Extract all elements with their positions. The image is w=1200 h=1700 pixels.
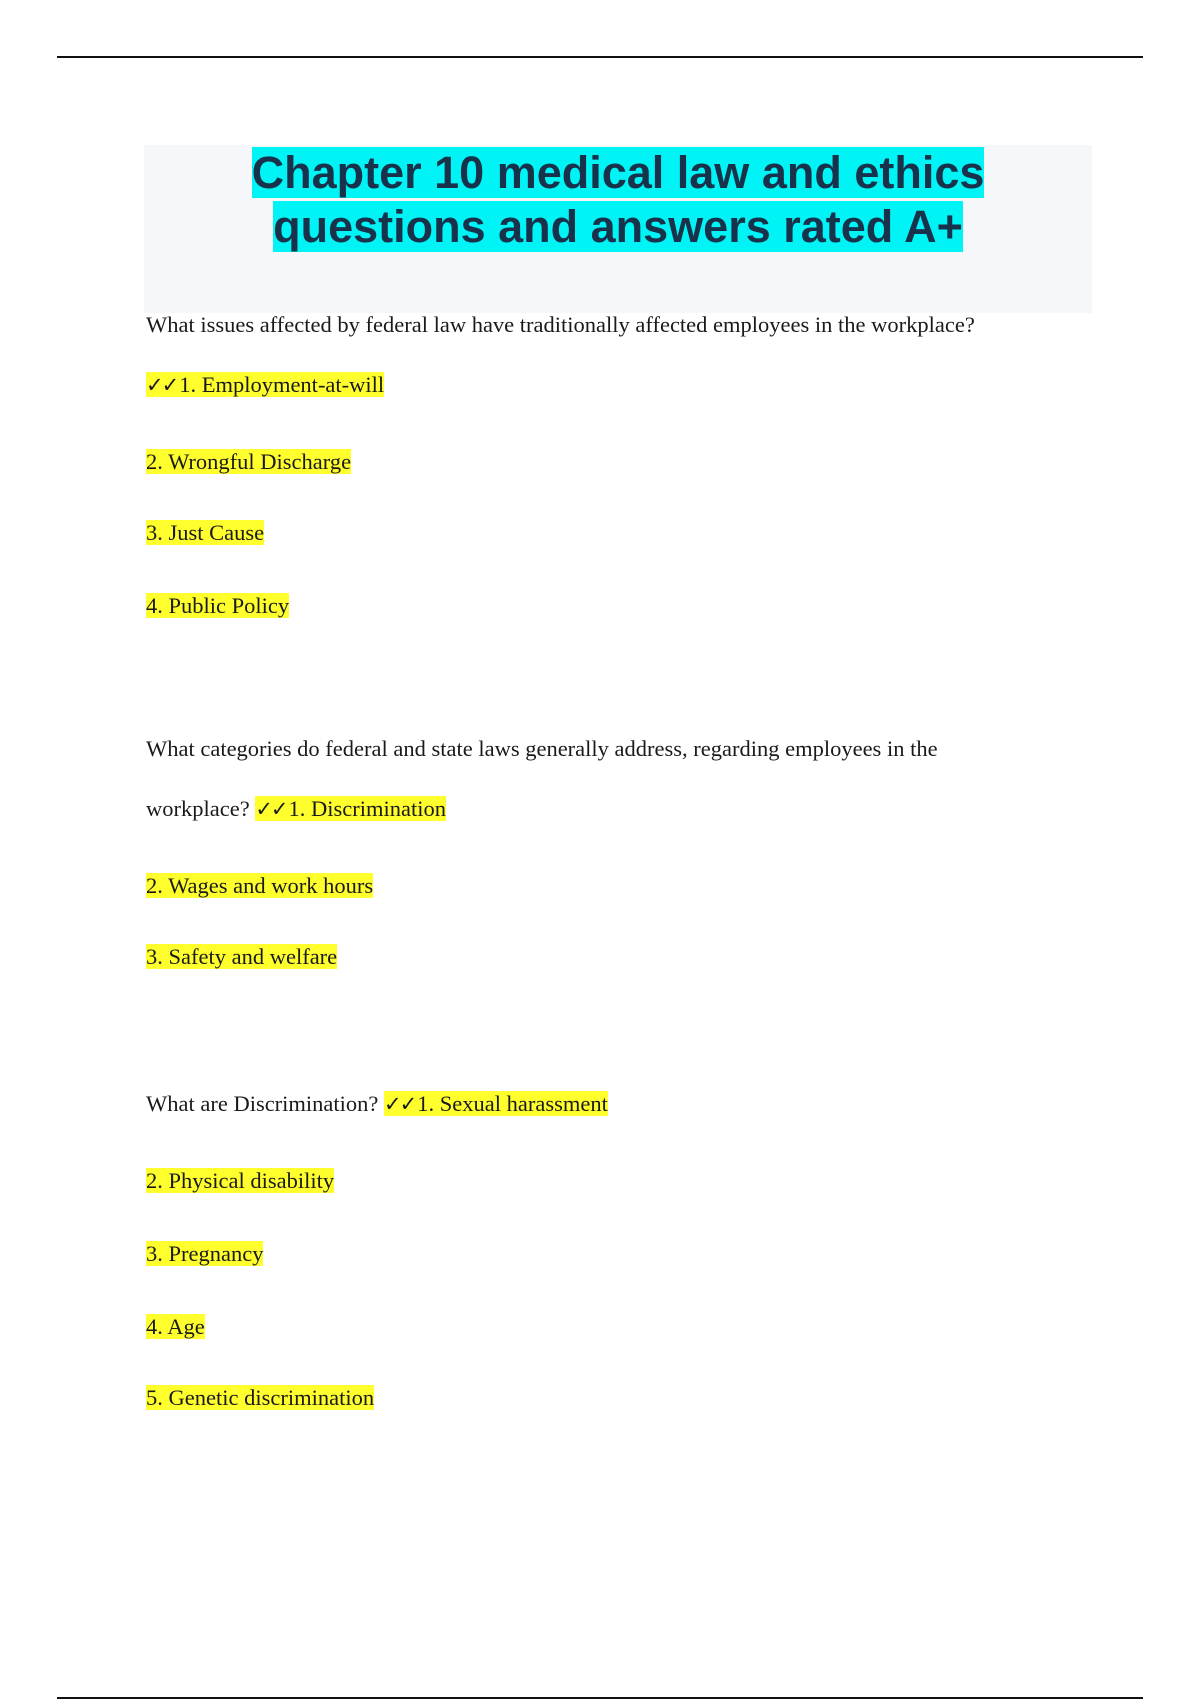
question-2-answer-2: 2. Wages and work hours [146,873,374,898]
title-line-2: questions and answers rated A+ [273,201,963,252]
question-3-answer-5: 5. Genetic discrimination [146,1385,375,1410]
question-3-answer-4: 4. Age [146,1314,205,1339]
title-line-1: Chapter 10 medical law and ethics [251,147,985,198]
question-2-answer-3: 3. Safety and welfare [146,944,338,969]
question-1-answer-3: 3. Just Cause [146,520,265,545]
question-1-answer-2: 2. Wrongful Discharge [146,449,352,474]
question-3-text: What are Discrimination? ✓✓1. Sexual harassment [146,1091,608,1116]
question-3-answer-3: 3. Pregnancy [146,1241,264,1266]
title-banner [144,145,1092,313]
question-2-text-line-2: workplace? ✓✓1. Discrimination [146,796,447,821]
question-2-text-line-1: What categories do federal and state laws generally address, regarding employees in the [146,736,938,761]
question-3-answer-2: 2. Physical disability [146,1168,335,1193]
question-1-text: What issues affected by federal law have traditionally affected employees in the workplace? [146,312,975,337]
double-check-icon: ✓✓ [255,797,287,821]
question-1-answer-1: ✓✓1. Employment-at-will [146,372,385,397]
top-rule [57,56,1143,58]
double-check-icon: ✓✓ [384,1092,416,1116]
question-1-answer-4: 4. Public Policy [146,593,290,618]
double-check-icon: ✓✓ [146,373,178,397]
bottom-rule [57,1697,1143,1699]
